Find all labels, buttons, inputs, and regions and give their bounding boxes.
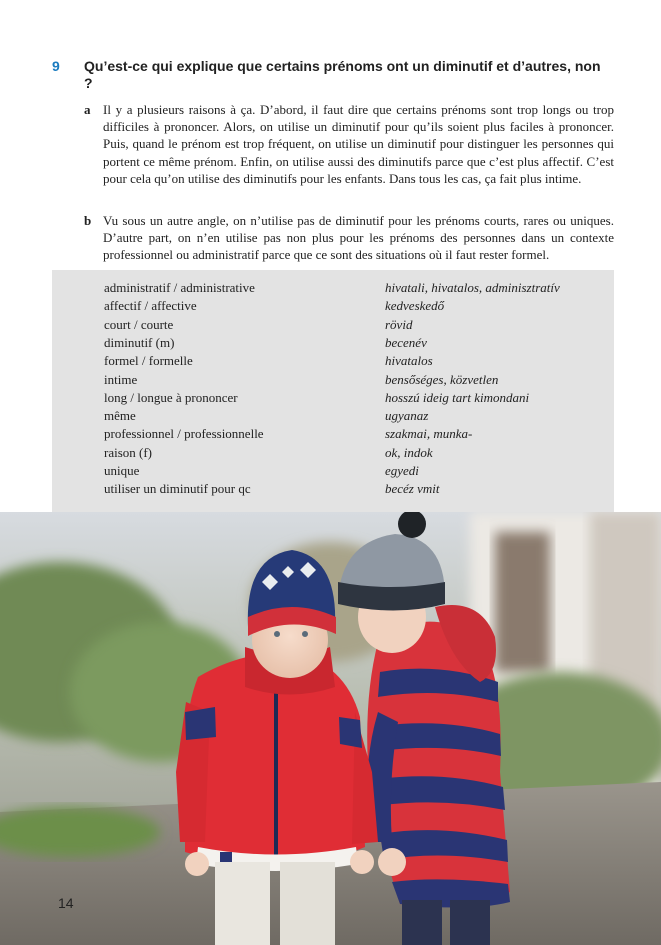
page-number: 14 [58, 895, 74, 911]
vocab-french: affectif / affective [104, 298, 197, 314]
vocab-french: formel / formelle [104, 353, 193, 369]
vocab-french: utiliser un diminutif pour qc [104, 481, 251, 497]
vocab-row [52, 481, 614, 499]
answer-text: Il y a plusieurs raisons à ça. D’abord, il faut dire que certains prénoms sont trop longs ou trop difficiles à prononcer. Alors, on utilise un diminutif pour qu’ils soient plus faciles à prononcer. Puis, quand le prénom est trop fréquent, on utilise un diminutif pour distinguer les personnes qui portent ce même prénom. Enfin, on utilise aussi des diminutifs parce que c’est plus affectif. C’est pour cela qu’on utilise des diminutifs pour les enfants. Dans tous les cas, ça fait plus intime. [103, 102, 614, 186]
answer-b [84, 212, 614, 264]
vocab-row [52, 280, 614, 298]
vocab-hungarian: ugyanaz [385, 408, 429, 424]
vocab-french: diminutif (m) [104, 334, 175, 350]
vocab-row [52, 408, 614, 426]
vocab-row [52, 445, 614, 463]
vocab-hungarian: kedveskedő [385, 298, 445, 314]
question-title: Qu’est-ce qui explique que certains prénoms ont un diminutif et d’autres, non ? [84, 58, 601, 91]
answer-text: Vu sous un autre angle, on n’utilise pas de diminutif pour les prénoms courts, rares ou uniques. D’autre part, on n’en utilise pas non plus pour les prénoms des personnes dans un contexte professionnel ou administratif parce que ce sont des situations où il faut rester formel. [103, 213, 614, 263]
vocab-hungarian: hivatali, hivatalos, adminisztratív [385, 280, 560, 295]
vocab-hungarian: ok, indok [385, 444, 433, 460]
vocab-hungarian: szakmai, munka- [385, 426, 473, 442]
vocab-hungarian: becéz vmit [385, 481, 440, 497]
vocab-french: court / courte [104, 316, 174, 332]
vocab-row [52, 426, 614, 444]
vocab-row [52, 463, 614, 481]
vocab-french: unique [104, 463, 140, 478]
vocabulary-box [52, 270, 614, 512]
vocab-french: administratif / administrative [104, 280, 255, 295]
vocab-row [52, 390, 614, 408]
question-number: 9 [52, 58, 60, 74]
vocab-row [52, 372, 614, 390]
vocab-french: intime [104, 371, 138, 387]
answer-a [84, 101, 614, 187]
vocab-hungarian: bensőséges, közvetlen [385, 371, 499, 387]
vocab-french: professionnel / professionnelle [104, 426, 264, 442]
answer-letter: a [84, 102, 91, 117]
vocab-row [52, 335, 614, 353]
children-photo [0, 512, 661, 945]
vocab-hungarian: hosszú ideig tart kimondani [385, 389, 530, 405]
vocab-hungarian: becenév [385, 334, 427, 350]
vocab-french: même [104, 408, 136, 424]
vocab-french: raison (f) [104, 444, 153, 460]
vocab-french: long / longue à prononcer [104, 389, 238, 405]
vocab-row [52, 298, 614, 316]
vocab-row [52, 353, 614, 371]
vocab-hungarian: rövid [385, 316, 413, 332]
vocab-hungarian: hivatalos [385, 353, 433, 369]
vocab-hungarian: egyedi [385, 463, 419, 478]
answer-letter: b [84, 213, 92, 228]
vocab-row [52, 317, 614, 335]
